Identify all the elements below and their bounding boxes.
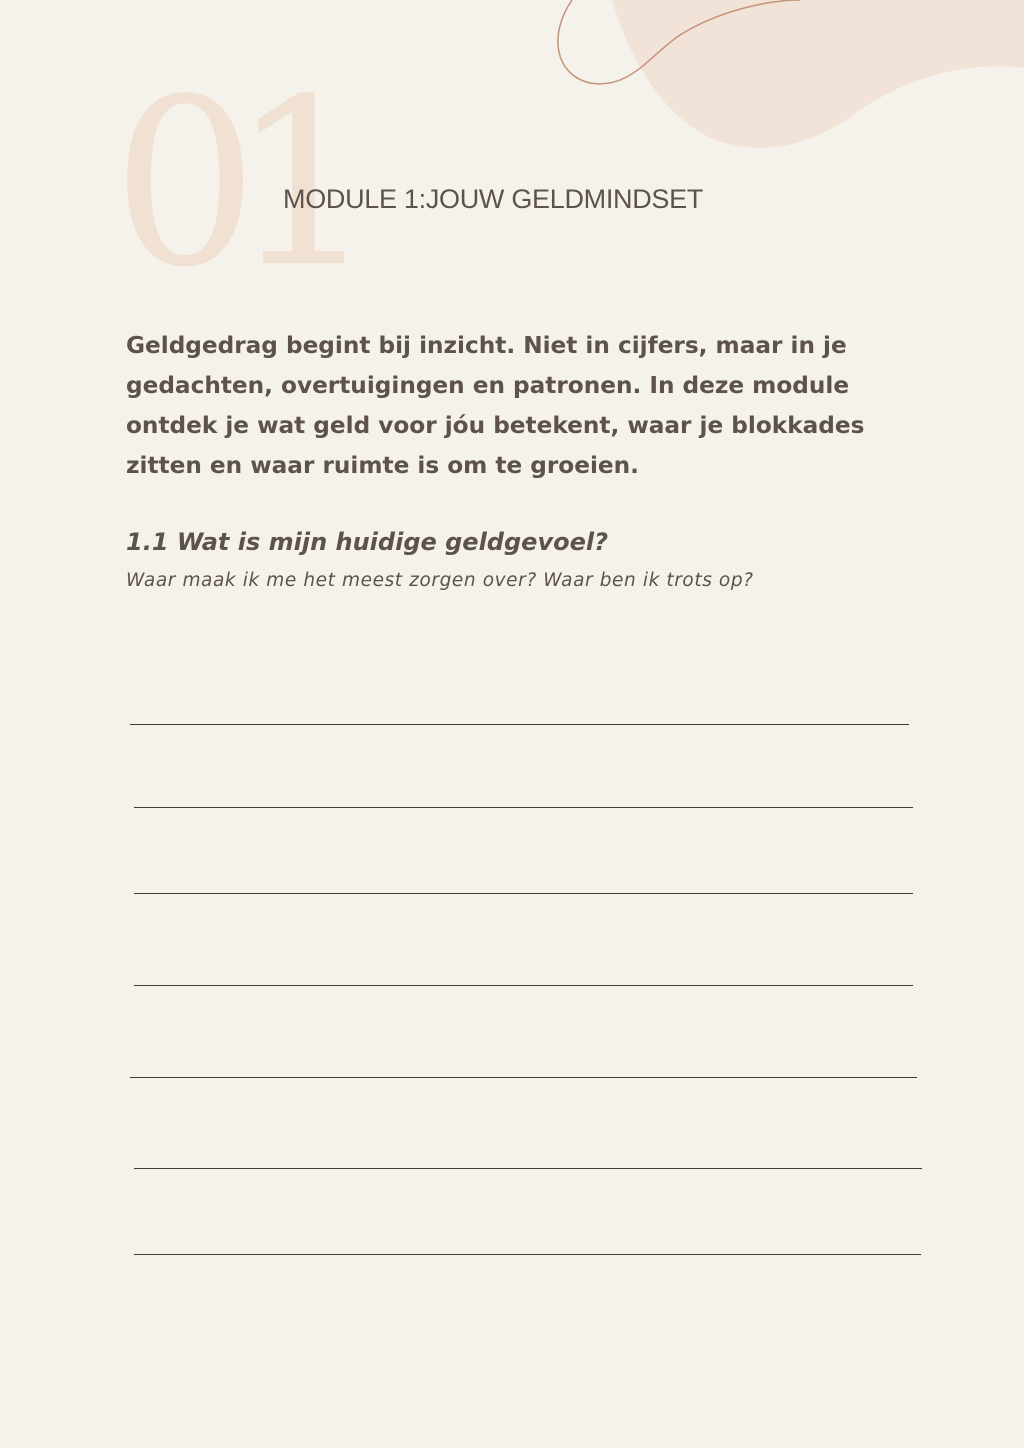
- module-number: 01: [112, 51, 349, 318]
- question-heading: 1.1 Wat is mijn huidige geldgevoel?: [126, 528, 609, 556]
- writing-line[interactable]: [134, 807, 913, 808]
- blob-shape: [612, 0, 1024, 148]
- writing-line[interactable]: [130, 1077, 917, 1078]
- writing-line[interactable]: [134, 985, 913, 986]
- writing-line[interactable]: [130, 724, 909, 725]
- curve-line: [558, 0, 800, 84]
- module-title: MODULE 1:JOUW GELDMINDSET: [283, 184, 704, 214]
- question-prompt: Waar maak ik me het meest zorgen over? Waar ben ik trots op?: [126, 570, 754, 591]
- writing-line[interactable]: [134, 1168, 922, 1169]
- writing-line[interactable]: [134, 893, 913, 894]
- intro-paragraph: Geldgedrag begint bij inzicht. Niet in cijfers, maar in je gedachten, overtuigingen en patronen. In deze module ontdek je wat geld voor jóu betekent, waar je blokkades zitten en waar ruimte is om te groeien.: [126, 332, 865, 479]
- writing-line[interactable]: [134, 1254, 921, 1255]
